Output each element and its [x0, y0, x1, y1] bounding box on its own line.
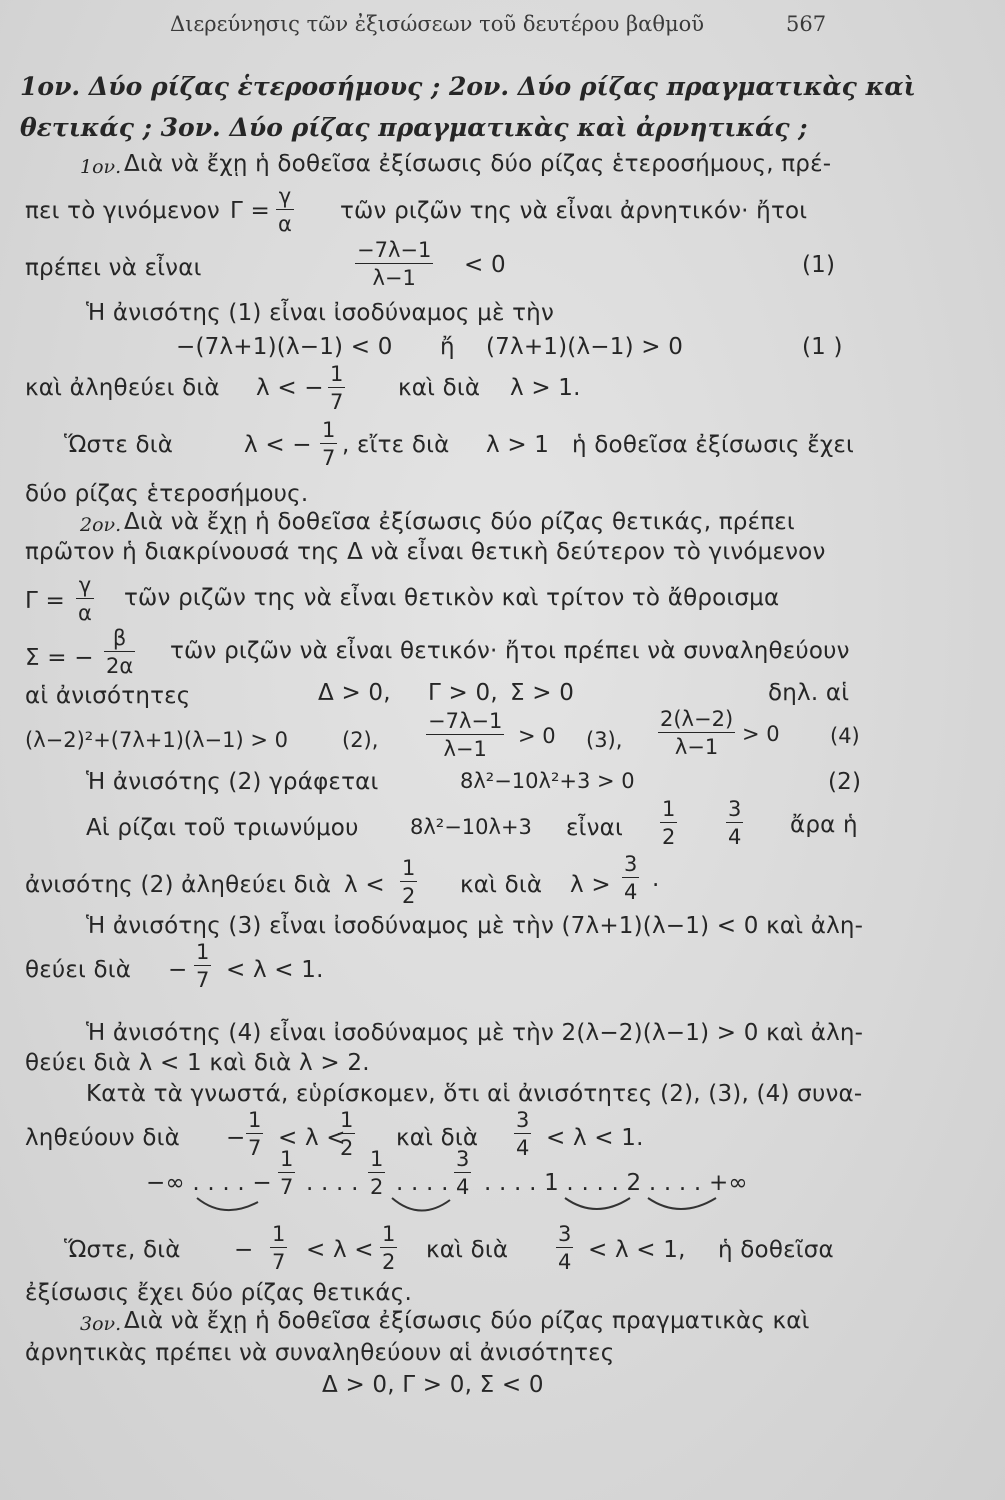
math-range: < λ < [278, 1125, 346, 1151]
fraction-numerator: 3 [456, 1147, 470, 1171]
part1-text-line: τῶν ριζῶν της νὰ εἶναι ἀρνητικόν· ἤτοι [340, 198, 808, 224]
fraction-numerator: 3 [624, 852, 638, 876]
sigma-equals: Σ = − [25, 645, 94, 671]
number-line-dots: . . . . [306, 1170, 359, 1196]
part2-text-line: καὶ διὰ [396, 1125, 479, 1151]
fraction-numerator: 1 [370, 1147, 384, 1171]
inequality-rhs: > 0 [742, 722, 780, 746]
part2-text-line: ἐξίσωσις ἔχει δύο ρίζας θετικάς. [25, 1280, 412, 1306]
part3-label: 3ον. [80, 1313, 122, 1335]
part1-text-line: Ἡ ἀνισότης (1) εἶναι ἰσοδύναμος μὲ τὴν [86, 300, 554, 326]
math-range: < λ < 1. [226, 957, 324, 983]
part2-text-line: Ἡ ἀνισότης (4) εἶναι ἰσοδύναμος μὲ τὴν 2(λ−2)(λ−1) > 0 καὶ ἀλη- [86, 1020, 864, 1046]
inequality-expanded: −(7λ+1)(λ−1) < 0 [176, 334, 393, 360]
part1-text-line: καὶ ἀληθεύει διὰ [25, 375, 220, 401]
equation-tag: (4) [830, 724, 860, 748]
fraction-bar [270, 1247, 287, 1248]
fraction-denominator: 7 [248, 1136, 262, 1160]
part1-text-line: ἡ δοθεῖσα ἐξίσωσις ἔχει [572, 432, 854, 458]
gamma-equals: Γ = [25, 588, 65, 614]
part2-text-line: θεύει διὰ [25, 957, 132, 983]
fraction-denominator: λ−1 [443, 737, 487, 761]
fraction-bar [380, 1247, 397, 1248]
fraction-denominator: 4 [728, 825, 742, 849]
fraction-numerator: 1 [196, 940, 210, 964]
fraction-bar [556, 1247, 573, 1248]
equation-tag: (2) [828, 769, 862, 795]
inequality-rhs: < 0 [464, 252, 506, 278]
or-word: ἤ [440, 334, 455, 360]
fraction-numerator: 3 [728, 797, 742, 821]
fraction-denominator: 4 [456, 1175, 470, 1199]
minus-sign: − [168, 957, 188, 983]
interval-arc [392, 1198, 450, 1211]
fraction-numerator: 1 [340, 1108, 354, 1132]
equation-tag: (1 ) [802, 334, 843, 360]
condition-gamma: Γ > 0, [428, 680, 498, 706]
fraction-denominator: α [78, 601, 92, 625]
part1-text-line: , εἴτε διὰ [342, 432, 450, 458]
condition-delta: Δ > 0, [318, 680, 391, 706]
minus-sign: − [226, 1125, 246, 1151]
fraction-numerator: 1 [272, 1222, 286, 1246]
part2-text-line: Διὰ νὰ ἔχῃ ἡ δοθεῖσα ἐξίσωσις δύο ρίζας θετικάς, πρέπει [124, 509, 795, 535]
one-half-fraction [380, 1222, 397, 1274]
part2-text-line: καὶ διὰ [426, 1237, 509, 1263]
number-line-dots: . . . . [396, 1170, 449, 1196]
fraction-denominator: 4 [516, 1136, 530, 1160]
fraction-denominator: 2 [340, 1136, 354, 1160]
interval-arc [648, 1198, 716, 1209]
fraction-numerator: −7λ−1 [428, 709, 503, 733]
fraction-denominator: 7 [272, 1250, 286, 1274]
condition-sigma: Σ > 0 [510, 680, 575, 706]
number-line-start: −∞ . . . . − [146, 1170, 272, 1196]
fraction-numerator: γ [78, 573, 92, 597]
fraction-denominator: λ−1 [674, 735, 719, 759]
part3-text-line: Διὰ νὰ ἔχῃ ἡ δοθεῖσα ἐξίσωσις δύο ρίζας πραγματικὰς καὶ [124, 1308, 810, 1334]
three-quarters-fraction [556, 1222, 573, 1274]
part2-text-line: Ἡ ἀνισότης (2) γράφεται [86, 769, 379, 795]
section-heading-line-2: θετικάς ; 3ον. Δύο ρίζας πραγματικὰς καὶ ἀρνητικάς ; [20, 113, 808, 142]
one-seventh-fraction [270, 1222, 287, 1274]
fraction-numerator: 3 [558, 1222, 572, 1246]
trinomial: 8λ²−10λ+3 [410, 815, 532, 839]
number-line-tail: . . . . 1 . . . . 2 . . . . +∞ [484, 1170, 748, 1196]
equation-tag: (1) [802, 252, 836, 278]
equation-tag: (3), [586, 728, 623, 752]
minus-sign: − [234, 1237, 254, 1263]
part2-text-line: ἡ δοθεῖσα [718, 1237, 834, 1263]
fraction-numerator: 1 [402, 856, 416, 880]
inequality-2-rewritten: 8λ²−10λ²+3 > 0 [460, 769, 635, 793]
section-heading-line-1: 1ον. Δύο ρίζας ἑτεροσήμους ; 2ον. Δύο ρίζας πραγματικὰς καὶ [20, 72, 916, 101]
part2-text-line: καὶ διὰ [460, 872, 543, 898]
part3-text-line: ἀρνητικὰς πρέπει νὰ συναληθεύουν αἱ ἀνισότητες [25, 1340, 615, 1366]
part1-label: 1ον. [80, 156, 122, 178]
part2-text-line: εἶναι [566, 815, 624, 841]
part2-text-line: τῶν ριζῶν νὰ εἶναι θετικόν· ἤτοι πρέπει νὰ συναληθεύουν [170, 638, 850, 664]
part1-text-line: καὶ διὰ [398, 375, 481, 401]
fraction-denominator: 4 [624, 880, 638, 904]
part2-text-line: ἄρα ἡ [790, 812, 858, 838]
math-lambda-less: λ < [344, 872, 385, 898]
inequality-expanded: (7λ+1)(λ−1) > 0 [486, 334, 684, 360]
period: . [652, 866, 660, 892]
part1-text-line: δύο ρίζας ἑτεροσήμους. [25, 481, 309, 507]
fraction-denominator: 4 [558, 1250, 572, 1274]
interval-arc [197, 1198, 258, 1210]
math-lambda-greater: λ > 1. [510, 375, 581, 401]
fraction-denominator: 2 [382, 1250, 396, 1274]
fraction-numerator: 1 [280, 1147, 294, 1171]
gamma-equals: Γ = [230, 198, 270, 224]
part3-conditions: Δ > 0, Γ > 0, Σ < 0 [322, 1372, 544, 1398]
inequality-rhs: > 0 [518, 724, 556, 748]
fraction-numerator: 1 [330, 362, 344, 386]
fraction-numerator: γ [278, 184, 292, 208]
part2-text-line: Ὥστε, διὰ [64, 1237, 181, 1263]
fraction-numerator: 1 [382, 1222, 396, 1246]
fraction-numerator: 1 [248, 1108, 262, 1132]
fraction-numerator: 3 [516, 1108, 530, 1132]
fraction-denominator: λ−1 [372, 266, 416, 290]
page-number: 567 [786, 12, 827, 36]
part2-label: 2ον. [80, 514, 122, 536]
fraction-denominator: 7 [196, 968, 210, 992]
part2-text-line: Ἡ ἀνισότης (3) εἶναι ἰσοδύναμος μὲ τὴν (7λ+1)(λ−1) < 0 καὶ ἀλη- [86, 913, 864, 939]
part1-text-line: πρέπει νὰ εἶναι [25, 255, 202, 281]
fraction-denominator: 2 [662, 825, 676, 849]
math-lambda-greater: λ > 1 [486, 432, 550, 458]
part2-text-line: πρῶτον ἡ διακρίνουσά της Δ νὰ εἶναι θετικὴ δεύτερον τὸ γινόμενον [25, 539, 826, 565]
part2-text-line: θεύει διὰ λ < 1 καὶ διὰ λ > 2. [25, 1050, 370, 1076]
fraction-denominator: 7 [330, 390, 344, 414]
interval-arc [565, 1198, 630, 1209]
math-lambda-less: λ < − [244, 432, 312, 458]
part1-text-line: πει τὸ γινόμενον [25, 198, 220, 224]
math-lambda-greater: λ > [570, 872, 611, 898]
fraction-denominator: 2 [402, 884, 416, 908]
part2-text-line: ἀνισότης (2) ἀληθεύει διὰ [25, 872, 332, 898]
part2-text-line: Κατὰ τὰ γνωστά, εὑρίσκομεν, ὅτι αἱ ἀνισότητες (2), (3), (4) συνα- [86, 1081, 863, 1107]
part1-text-line: Ὥστε διὰ [64, 432, 174, 458]
fraction-numerator: 1 [662, 797, 676, 821]
part2-text-line: αἱ ἀνισότητες [25, 683, 191, 709]
math-range: < λ < 1. [546, 1125, 644, 1151]
part1-text-line: Διὰ νὰ ἔχῃ ἡ δοθεῖσα ἐξίσωσις δύο ρίζας ἑτεροσήμους, πρέ- [124, 151, 832, 177]
part2-text-line: δηλ. αἱ [768, 680, 850, 706]
inequality-2: (λ−2)²+(7λ+1)(λ−1) > 0 [25, 728, 288, 752]
fraction-numerator: 1 [322, 418, 336, 442]
math-lambda-less: λ < − [256, 375, 324, 401]
part2-text-line: ληθεύουν διὰ [25, 1125, 180, 1151]
math-range: < λ < 1, [588, 1237, 686, 1263]
fraction-denominator: 7 [322, 446, 336, 470]
math-range: < λ < [306, 1237, 374, 1263]
fraction-numerator: β [112, 626, 127, 650]
fraction-numerator: −7λ−1 [357, 238, 432, 262]
running-header: Διερεύνησις τῶν ἐξισώσεων τοῦ δευτέρου βαθμοῦ [170, 12, 705, 36]
part2-text-line: τῶν ριζῶν της νὰ εἶναι θετικὸν καὶ τρίτον τὸ ἄθροισμα [124, 585, 780, 611]
fraction-denominator: 2 [370, 1175, 384, 1199]
part2-text-line: Αἱ ρίζαι τοῦ τριωνύμου [86, 815, 359, 841]
fraction-denominator: 7 [280, 1175, 294, 1199]
fraction-numerator: 2(λ−2) [660, 707, 734, 731]
fraction-denominator: α [278, 212, 292, 236]
equation-tag: (2), [342, 728, 379, 752]
fraction-denominator: 2α [106, 654, 134, 678]
